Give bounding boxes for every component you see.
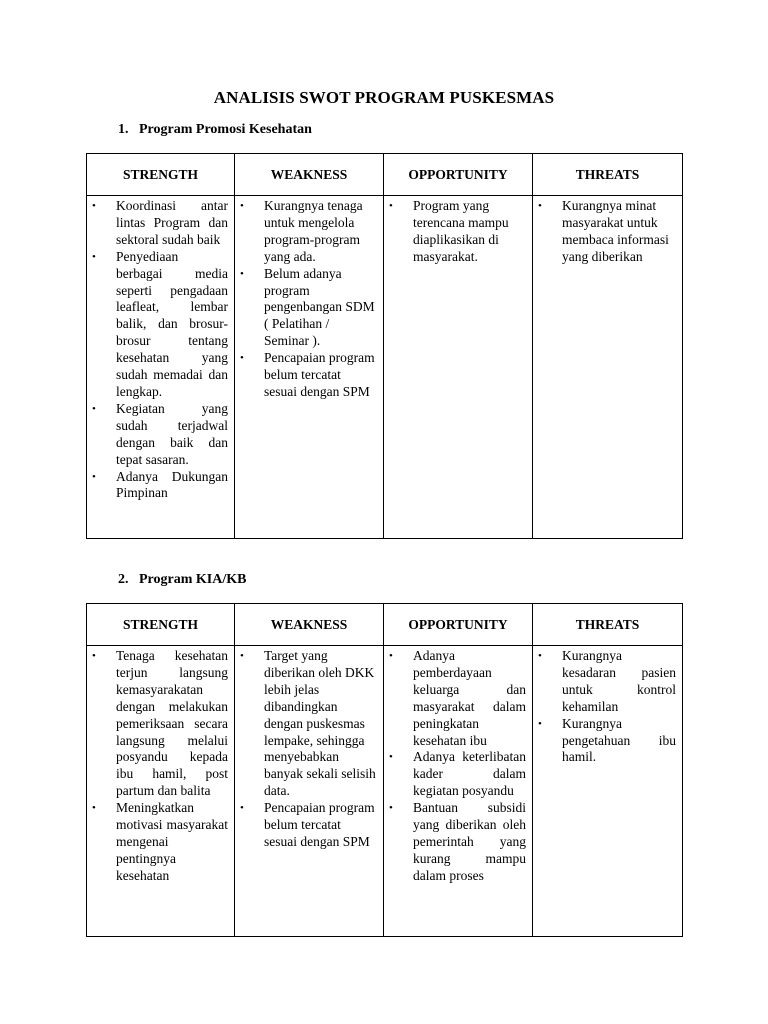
- bullet-icon: •: [240, 352, 244, 365]
- bullet-icon: •: [92, 802, 96, 815]
- list-item: [240, 800, 377, 851]
- threats-cell: [533, 646, 683, 937]
- opportunity-cell: [384, 196, 533, 539]
- header-threats: THREATS: [533, 154, 683, 196]
- list-item: [389, 648, 526, 749]
- list-item-text: Adanya Dukungan Pimpinan: [116, 468, 228, 501]
- list-item: [92, 400, 228, 469]
- list-item-text: Belum adanya program pengenbangan SDM ( Pelatihan / Seminar ).: [264, 265, 375, 349]
- list-item-text: Adanya keterlibatan kader dalam kegiatan posyandu: [413, 749, 526, 799]
- section-heading-kia-kb: [118, 572, 246, 588]
- table-row: [87, 196, 683, 539]
- list-item-text: Kurangnya kesadaran pasien untuk kontrol kehamilan: [562, 648, 676, 714]
- list-item-text: Bantuan subsidi yang diberikan oleh pemerintah yang kurang mampu dalam proses: [413, 800, 526, 883]
- list-item: [92, 248, 228, 401]
- list-item-text: Program yang terencana mampu diaplikasikan di masyarakat.: [413, 198, 509, 264]
- document-title: ANALISIS SWOT PROGRAM PUSKESMAS: [213, 88, 555, 107]
- list-item: [240, 265, 377, 351]
- list-item: [240, 198, 377, 266]
- bullet-icon: •: [389, 802, 393, 815]
- bullet-icon: •: [389, 200, 393, 212]
- bullet-icon: •: [92, 250, 96, 263]
- header-opportunity: OPPORTUNITY: [384, 154, 533, 196]
- bullet-icon: •: [240, 267, 244, 280]
- bullet-list: [87, 648, 234, 885]
- header-weakness: WEAKNESS: [235, 604, 384, 646]
- opportunity-cell: [384, 646, 533, 937]
- threats-cell: [533, 196, 683, 539]
- bullet-icon: •: [240, 650, 244, 662]
- bullet-list: [533, 648, 682, 766]
- bullet-icon: •: [538, 200, 542, 212]
- list-item-text: Pencapaian program belum tercatat sesuai dengan SPM: [264, 800, 375, 849]
- weakness-cell: [235, 646, 384, 937]
- header-opportunity: OPPORTUNITY: [384, 604, 533, 646]
- bullet-icon: •: [240, 802, 244, 815]
- list-item: [92, 198, 228, 249]
- list-item: [92, 648, 228, 800]
- list-item-text: Kurangnya minat masyarakat untuk membaca informasi yang diberikan: [562, 198, 669, 264]
- section-heading-promosi: [118, 122, 312, 138]
- list-item-text: Kurangnya pengetahuan ibu hamil.: [562, 715, 676, 765]
- bullet-icon: •: [389, 650, 393, 662]
- list-item: [538, 198, 676, 266]
- header-threats: THREATS: [533, 604, 683, 646]
- bullet-list: [533, 198, 682, 266]
- header-strength: STRENGTH: [87, 154, 235, 196]
- section-name: Program Promosi Kesehatan: [139, 122, 312, 137]
- list-item: [389, 198, 526, 266]
- section-number: 1.: [118, 122, 129, 137]
- bullet-icon: •: [538, 650, 542, 662]
- list-item-text: Pencapaian program belum tercatat sesuai dengan SPM: [264, 350, 375, 399]
- list-item-text: Penyediaan berbagai media seperti pengadaan leafleat, lembar balik, dan brosur-brosur tentang kesehatan yang sudah memadai dan lengkap.: [116, 248, 228, 399]
- bullet-list: [384, 648, 532, 885]
- bullet-icon: •: [538, 717, 542, 730]
- bullet-icon: •: [92, 402, 96, 415]
- list-item: [389, 749, 526, 800]
- header-weakness: WEAKNESS: [235, 154, 384, 196]
- bullet-list: [87, 198, 234, 502]
- list-item-text: Kegiatan yang sudah terjadwal dengan baik dan tepat sasaran.: [116, 400, 228, 467]
- list-item: [538, 648, 676, 716]
- list-item: [92, 800, 228, 885]
- bullet-list: [235, 198, 383, 401]
- bullet-icon: •: [92, 200, 96, 212]
- table-header-row: [87, 604, 683, 646]
- list-item-text: Tenaga kesehatan terjun langsung kemasyarakatan dengan melakukan pemeriksaan secara langsung melalui posyandu kepada ibu hamil, post partum dan balita: [116, 648, 228, 799]
- list-item-text: Target yang diberikan oleh DKK lebih jelas dibandingkan dengan puskesmas lempake, sehingga menyebabkan banyak sekali selisih data.: [264, 648, 376, 799]
- header-strength: STRENGTH: [87, 604, 235, 646]
- section-name: Program KIA/KB: [139, 572, 247, 587]
- list-item-text: Koordinasi antar lintas Program dan sektoral sudah baik: [116, 198, 228, 247]
- list-item-text: Meningkatkan motivasi masyarakat mengenai pentingnya kesehatan: [116, 800, 228, 883]
- list-item: [240, 648, 377, 800]
- bullet-list: [384, 198, 532, 266]
- table-header-row: [87, 154, 683, 196]
- list-item-text: Kurangnya tenaga untuk mengelola program-program yang ada.: [264, 198, 363, 264]
- strength-cell: [87, 196, 235, 539]
- bullet-icon: •: [240, 200, 244, 212]
- list-item: [538, 715, 676, 767]
- bullet-icon: •: [389, 751, 393, 764]
- bullet-icon: •: [92, 470, 96, 483]
- list-item: [240, 350, 377, 401]
- swot-table-kia-kb: [86, 603, 683, 937]
- list-item: [92, 468, 228, 503]
- section-number: 2.: [118, 572, 129, 587]
- table-row: [87, 646, 683, 937]
- strength-cell: [87, 646, 235, 937]
- weakness-cell: [235, 196, 384, 539]
- list-item: [389, 800, 526, 885]
- list-item-text: Adanya pemberdayaan keluarga dan masyarakat dalam peningkatan kesehatan ibu: [413, 648, 526, 748]
- bullet-icon: •: [92, 650, 96, 662]
- bullet-list: [235, 648, 383, 851]
- swot-table-promosi: [86, 153, 683, 539]
